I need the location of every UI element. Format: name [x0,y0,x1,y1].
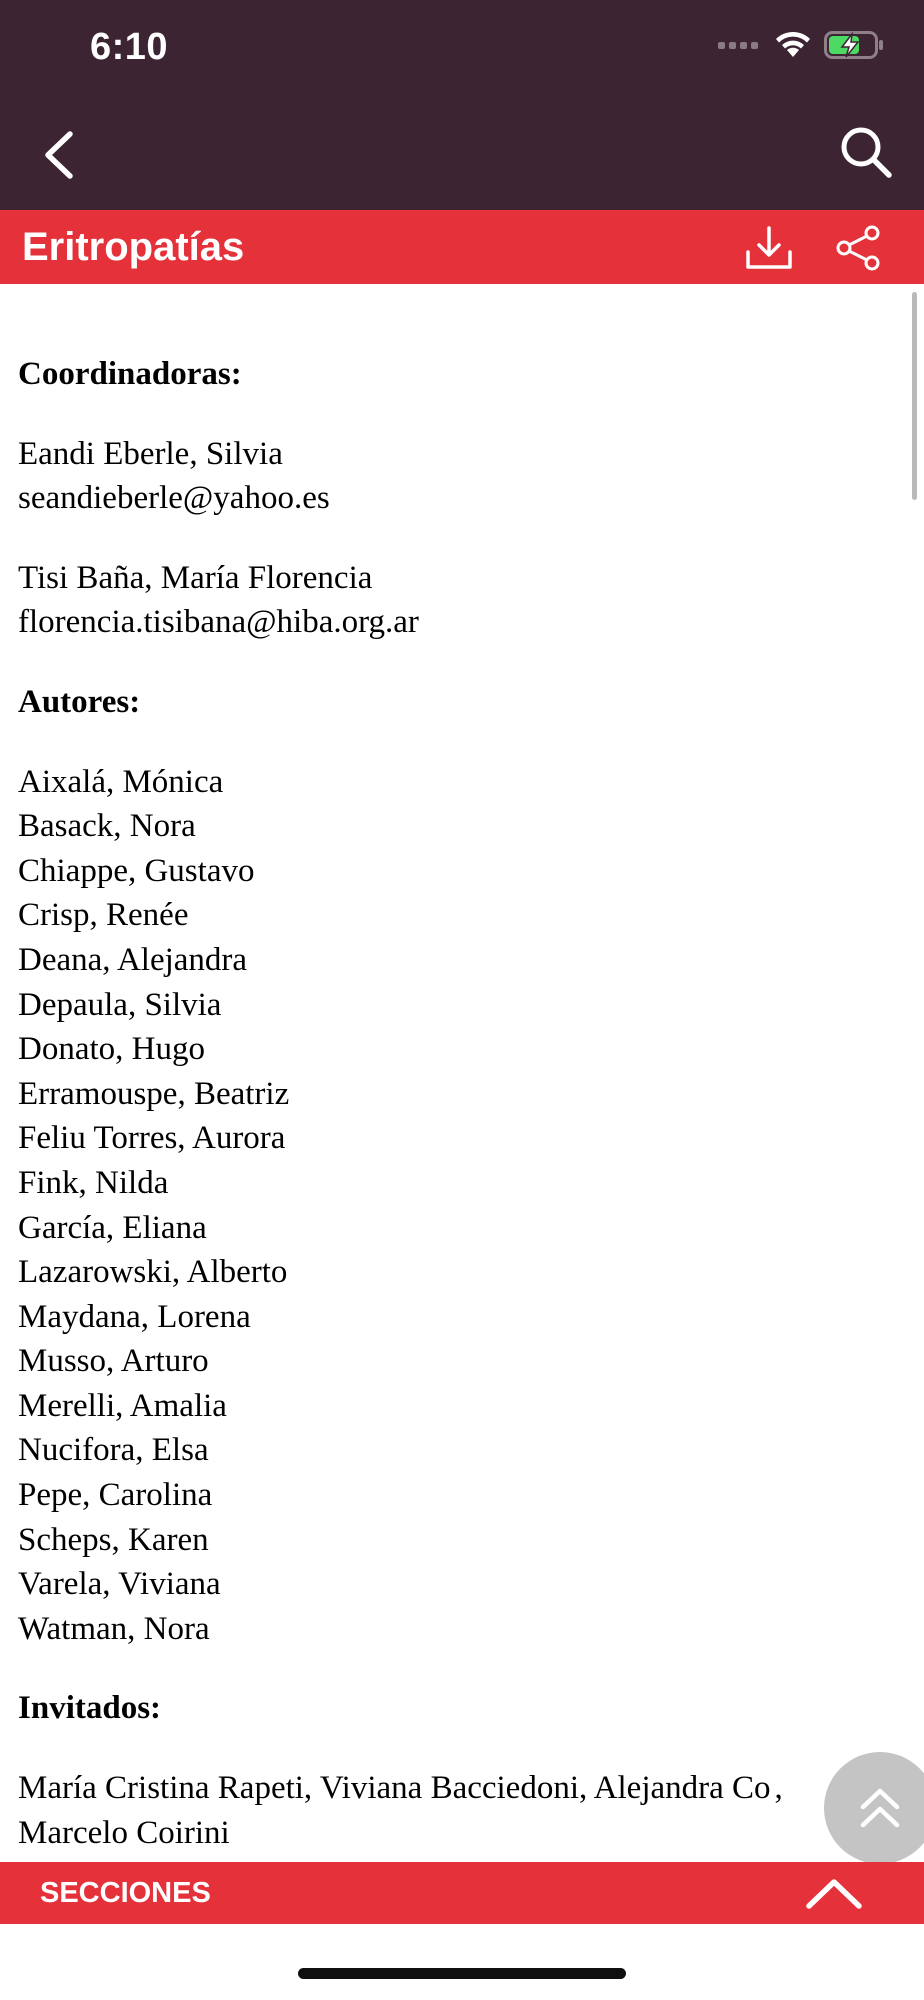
status-icons [718,30,884,60]
coordinators-heading: Coordinadoras: [18,356,242,392]
author-item: Aixalá, Mónica [18,763,224,800]
scrollbar[interactable] [912,292,917,500]
guests-heading: Invitados: [18,1690,162,1727]
guests-line-text: María Cristina Rapeti, Viviana Bacciedoni, Alejandra Co [18,1770,771,1807]
author-item: Depaula, Silvia [18,986,222,1023]
content-area[interactable] [0,284,924,1862]
author-item: Chiappe, Gustavo [18,852,255,889]
author-item: Nucifora, Elsa [18,1432,209,1469]
battery-charging-icon [824,30,884,60]
sections-bar[interactable] [0,1862,924,1924]
title-bar [0,210,924,284]
coordinator-entry [18,432,908,521]
author-item: Fink, Nilda [18,1164,169,1201]
author-item: Donato, Hugo [18,1031,205,1068]
author-item: Lazarowski, Alberto [18,1254,288,1291]
coordinator-email[interactable]: seandieberle@yahoo.es [18,480,330,517]
author-item: Merelli, Amalia [18,1387,227,1424]
scroll-to-top-button[interactable] [824,1752,924,1864]
author-item: Crisp, Renée [18,897,189,934]
status-time: 6:10 [90,26,169,68]
author-item: Erramouspe, Beatriz [18,1075,290,1112]
cellular-signal-icon [718,42,758,49]
home-indicator[interactable] [298,1968,626,1979]
top-header [0,0,924,210]
author-item: Feliu Torres, Aurora [18,1120,286,1157]
author-item: Varela, Viviana [18,1566,221,1603]
author-item: Basack, Nora [18,808,196,845]
search-button[interactable] [838,124,894,180]
author-item: García, Eliana [18,1209,207,1246]
download-button[interactable] [744,224,794,272]
double-chevron-up-icon [855,1783,905,1833]
content-body [18,352,908,1862]
guests-line [18,1766,908,1811]
share-button[interactable] [834,224,882,272]
author-item: Pepe, Carolina [18,1477,213,1514]
coordinator-email[interactable]: florencia.tisibana@hiba.org.ar [18,604,419,641]
coordinator-name: Eandi Eberle, Silvia [18,435,283,472]
coordinator-name: Tisi Baña, María Florencia [18,559,373,596]
back-button[interactable] [38,128,82,182]
sections-label: SECCIONES [40,1877,211,1909]
wifi-icon [774,31,812,59]
authors-heading: Autores: [18,683,141,720]
guests-line-tail: , [774,1770,783,1807]
author-item: Watman, Nora [18,1610,210,1647]
author-item: Scheps, Karen [18,1521,209,1558]
coordinator-entry [18,556,908,645]
authors-list [18,760,908,1652]
guests-list [18,1766,908,1855]
page-title: Eritropatías [22,225,245,269]
author-item: Deana, Alejandra [18,941,248,978]
author-item: Maydana, Lorena [18,1298,251,1335]
chevron-up-icon[interactable] [804,1872,864,1914]
guests-line: Marcelo Coirini [18,1814,230,1851]
author-item: Musso, Arturo [18,1343,209,1380]
